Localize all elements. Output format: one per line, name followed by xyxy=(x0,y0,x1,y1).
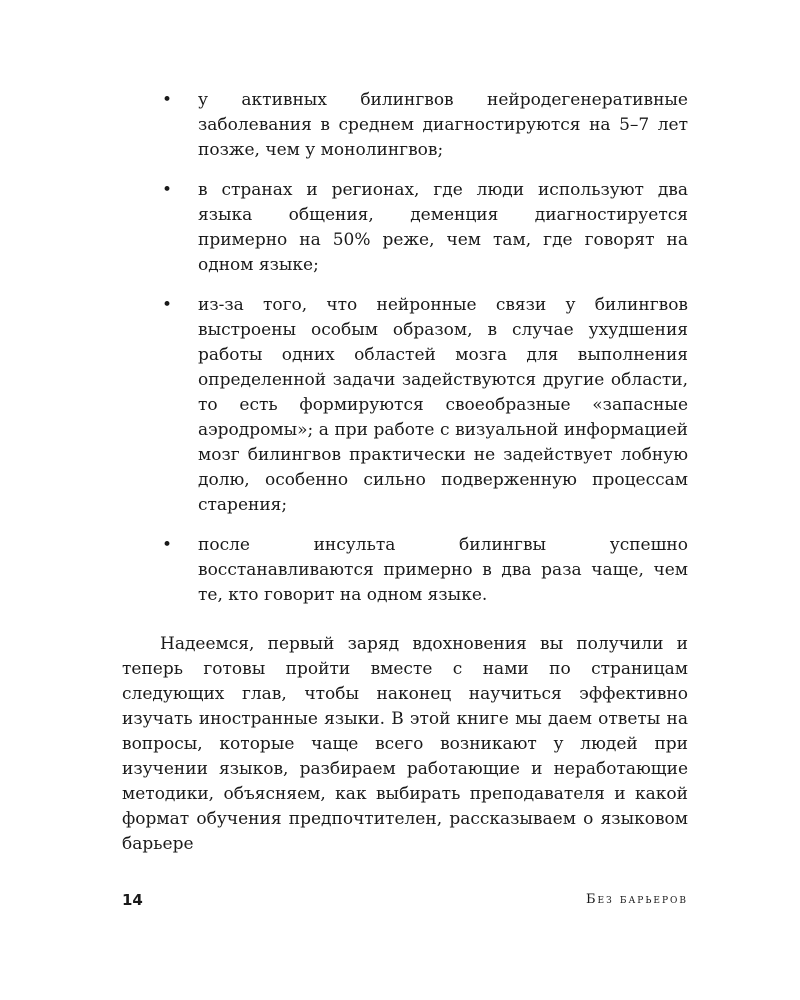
running-head: Без барьеров xyxy=(585,892,688,907)
page-number: 14 xyxy=(122,891,143,909)
bullet-text: из-за того, что нейронные связи у билингвов выстроены особым образом, в случае ухудшения работы одних областей мозга для выполнения определенной задачи задействуются другие области, то есть формируются своеобразные «запасные аэродромы»; а при работе с визуальной информацией мозг билингвов практически не задействует лобную долю, особенно сильно подверженную процессам старения; xyxy=(198,295,688,515)
bullet-text: в странах и регионах, где люди используют два языка общения, деменция диагностируется примерно на 50% реже, чем там, где говорят на одном языке; xyxy=(198,180,688,275)
bullet-item xyxy=(122,293,688,518)
bullet-marker: • xyxy=(162,90,173,110)
bullet-list xyxy=(122,88,688,608)
bullet-text: после инсульта билингвы успешно восстанавливаются примерно в два раза чаще, чем те, кто говорит на одном языке. xyxy=(198,535,688,605)
bullet-text: у активных билингвов нейродегенеративные заболевания в среднем диагностируются на 5–7 лет позже, чем у монолингвов; xyxy=(198,90,688,160)
page-footer xyxy=(122,888,688,912)
page-content xyxy=(122,88,688,874)
bullet-item xyxy=(122,178,688,278)
bullet-marker: • xyxy=(162,535,173,555)
body-paragraph: Надеемся, первый заряд вдохновения вы получили и теперь готовы пройти вместе с нами по страницам следующих глав, чтобы наконец научиться эффективно изучать иностранные языки. В этой книге мы даем ответы на вопросы, которые чаще всего возникают у людей при изучении языков, разбираем работающие и неработающие методики, объясняем, как выбирать преподавателя и какой формат обучения предпочтителен, рассказываем о языковом барьере xyxy=(122,634,688,854)
bullet-item xyxy=(122,88,688,163)
bullet-marker: • xyxy=(162,180,173,200)
bullet-item xyxy=(122,533,688,608)
bullet-marker: • xyxy=(162,295,173,315)
